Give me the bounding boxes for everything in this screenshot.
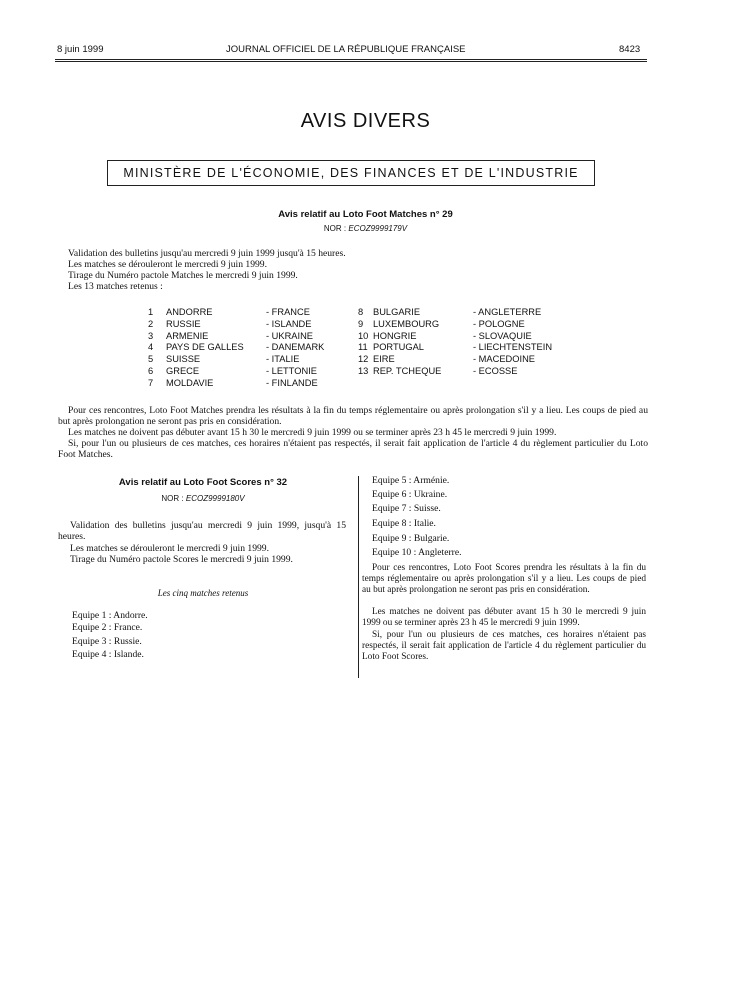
match-away-team: - MACEDOINE (473, 354, 535, 365)
match-home-team: RUSSIE (166, 318, 201, 329)
table-row (148, 331, 552, 343)
avis2-team-8: Equipe 8 : Italie. (372, 518, 436, 529)
match-away-team: - SLOVAQUIE (473, 330, 532, 341)
avis1-nor-label: NOR : (323, 224, 347, 233)
avis2-nor-code: ECOZ9999180V (185, 494, 245, 503)
match-number: 6 (148, 365, 154, 376)
match-home-team: LUXEMBOURG (373, 318, 440, 329)
match-home-team: PAYS DE GALLES (166, 342, 244, 353)
avis2-team-2: Equipe 2 : France. (72, 622, 143, 633)
avis2-title: Avis relatif au Loto Foot Scores n° 32 (118, 477, 288, 488)
match-away-team (473, 378, 552, 390)
section-title: AVIS DIVERS (300, 110, 431, 132)
match-number: 8 (358, 307, 364, 317)
match-number: 13 (358, 365, 369, 376)
match-home-team (373, 378, 473, 390)
avis2-closing-paragraph-3: Si, pour l'un ou plusieurs de ces matches, ces horaires n'étaient pas respectés, il serait fait application de l'article 4 du règlement particulier du Loto Foot Scores. (362, 630, 646, 662)
avis2-team-9: Equipe 9 : Bulgarie. (372, 533, 450, 544)
match-home-team: ANDORRE (166, 307, 213, 317)
avis1-closing-paragraph-3: Si, pour l'un ou plusieurs de ces matches, ces horaires n'étaient pas respectés, il serait fait application de l'article 4 du règlement particulier du Loto Foot Matches. (58, 438, 648, 461)
match-away-team: - DANEMARK (266, 342, 325, 353)
ministry-banner (107, 160, 595, 186)
match-number: 5 (148, 354, 154, 365)
match-number: 9 (358, 318, 364, 329)
match-number: 10 (358, 330, 369, 341)
match-number: 4 (148, 342, 154, 353)
header-page-number: 8423 (619, 44, 641, 55)
avis1-nor (0, 224, 731, 233)
avis1-title: Avis relatif au Loto Foot Matches n° 29 (278, 209, 453, 220)
header-rule (55, 59, 647, 60)
match-number: 1 (148, 307, 154, 317)
match-home-team: EIRE (373, 354, 395, 365)
table-row (148, 307, 552, 319)
match-away-team: - ITALIE (266, 354, 300, 365)
avis1-nor-code: ECOZ9999179V (348, 224, 408, 233)
match-away-team: - LIECHTENSTEIN (473, 342, 553, 353)
match-number: 3 (148, 330, 154, 341)
table-row (148, 342, 552, 354)
header-date: 8 juin 1999 (57, 44, 104, 55)
avis1-intro-line-2: Les matches se dérouleront le mercredi 9 juin 1999. (68, 259, 268, 270)
match-home-team: GRECE (166, 365, 200, 376)
table-row (148, 378, 552, 390)
match-home-team: HONGRIE (373, 330, 417, 341)
avis1-intro-line-3: Tirage du Numéro pactole Matches le mercredi 9 juin 1999. (68, 270, 298, 281)
match-away-team: - POLOGNE (473, 318, 525, 329)
match-number: 12 (358, 354, 369, 365)
header-rule-double (55, 61, 647, 62)
avis2-intro-paragraph-3: Tirage du Numéro pactole Scores le mercredi 9 juin 1999. (70, 554, 293, 565)
avis2-closing-paragraph-2: Les matches ne doivent pas débuter avant 15 h 30 le mercredi 9 juin 1999 ou se terminer après 23 h 45 le mercredi 9 juin 1999. (362, 607, 646, 628)
match-home-team: MOLDAVIE (166, 377, 214, 388)
match-number: 2 (148, 318, 154, 329)
avis2-team-10: Equipe 10 : Angleterre. (372, 547, 462, 558)
match-away-team: - ISLANDE (266, 318, 312, 329)
table-row (148, 354, 552, 366)
avis2-nor-label: NOR : (161, 494, 184, 503)
match-away-team: - FINLANDE (266, 377, 318, 388)
avis2-team-1: Equipe 1 : Andorre. (72, 610, 148, 621)
match-away-team: - LETTONIE (266, 365, 317, 376)
match-home-team: ARMENIE (166, 330, 209, 341)
avis1-match-table (148, 307, 552, 390)
match-home-team: SUISSE (166, 354, 201, 365)
match-away-team: - UKRAINE (266, 330, 314, 341)
match-number: 7 (148, 377, 154, 388)
header-journal-title: JOURNAL OFFICIEL DE LA RÉPUBLIQUE FRANÇAISE (226, 44, 466, 55)
avis1-closing-paragraph-2: Les matches ne doivent pas débuter avant 15 h 30 le mercredi 9 juin 1999 ou se terminer après 23 h 45 le mercredi 9 juin 1999. (68, 427, 557, 438)
column-divider (358, 476, 359, 678)
avis2-team-4: Equipe 4 : Islande. (72, 649, 144, 660)
avis1-closing-paragraph-1: Pour ces rencontres, Loto Foot Matches prendra les résultats à la fin du temps réglementaire ou après prolongation s'il y a lieu. Les coups de pied au but après prolongation ne seront pas pris en considération. (58, 405, 648, 428)
match-number (358, 378, 373, 390)
avis1-intro-line-4: Les 13 matches retenus : (68, 281, 163, 292)
avis2-closing-paragraph-1: Pour ces rencontres, Loto Foot Scores prendra les résultats à la fin du temps réglementaire ou après prolongation s'il y a lieu. Les coups de pied au but après prolongation ne seront pas pris en considération. (362, 563, 646, 595)
match-home-team: BULGARIE (373, 307, 421, 317)
ministry-name: MINISTÈRE DE L'ÉCONOMIE, DES FINANCES ET DE L'INDUSTRIE (123, 166, 579, 180)
match-away-team: - ECOSSE (473, 365, 518, 376)
avis2-intro-paragraph-2: Les matches se dérouleront le mercredi 9 juin 1999. (70, 543, 270, 554)
avis2-team-7: Equipe 7 : Suisse. (372, 503, 441, 514)
match-away-team: - FRANCE (266, 307, 310, 317)
table-row (148, 366, 552, 378)
match-home-team: PORTUGAL (373, 342, 424, 353)
avis2-team-5: Equipe 5 : Arménie. (372, 475, 450, 486)
avis2-team-3: Equipe 3 : Russie. (72, 636, 142, 647)
avis2-caption: Les cinq matches retenus (157, 588, 249, 598)
match-home-team: REP. TCHEQUE (373, 365, 442, 376)
avis1-intro-line-1: Validation des bulletins jusqu'au mercredi 9 juin 1999 jusqu'à 15 heures. (68, 248, 346, 259)
avis2-intro-paragraph-1: Validation des bulletins jusqu'au mercredi 9 juin 1999, jusqu'à 15 heures. (58, 520, 346, 543)
match-away-team: - ANGLETERRE (473, 307, 542, 317)
avis2-nor (58, 494, 348, 503)
avis2-team-6: Equipe 6 : Ukraine. (372, 489, 448, 500)
match-number: 11 (358, 342, 368, 353)
table-row (148, 319, 552, 331)
